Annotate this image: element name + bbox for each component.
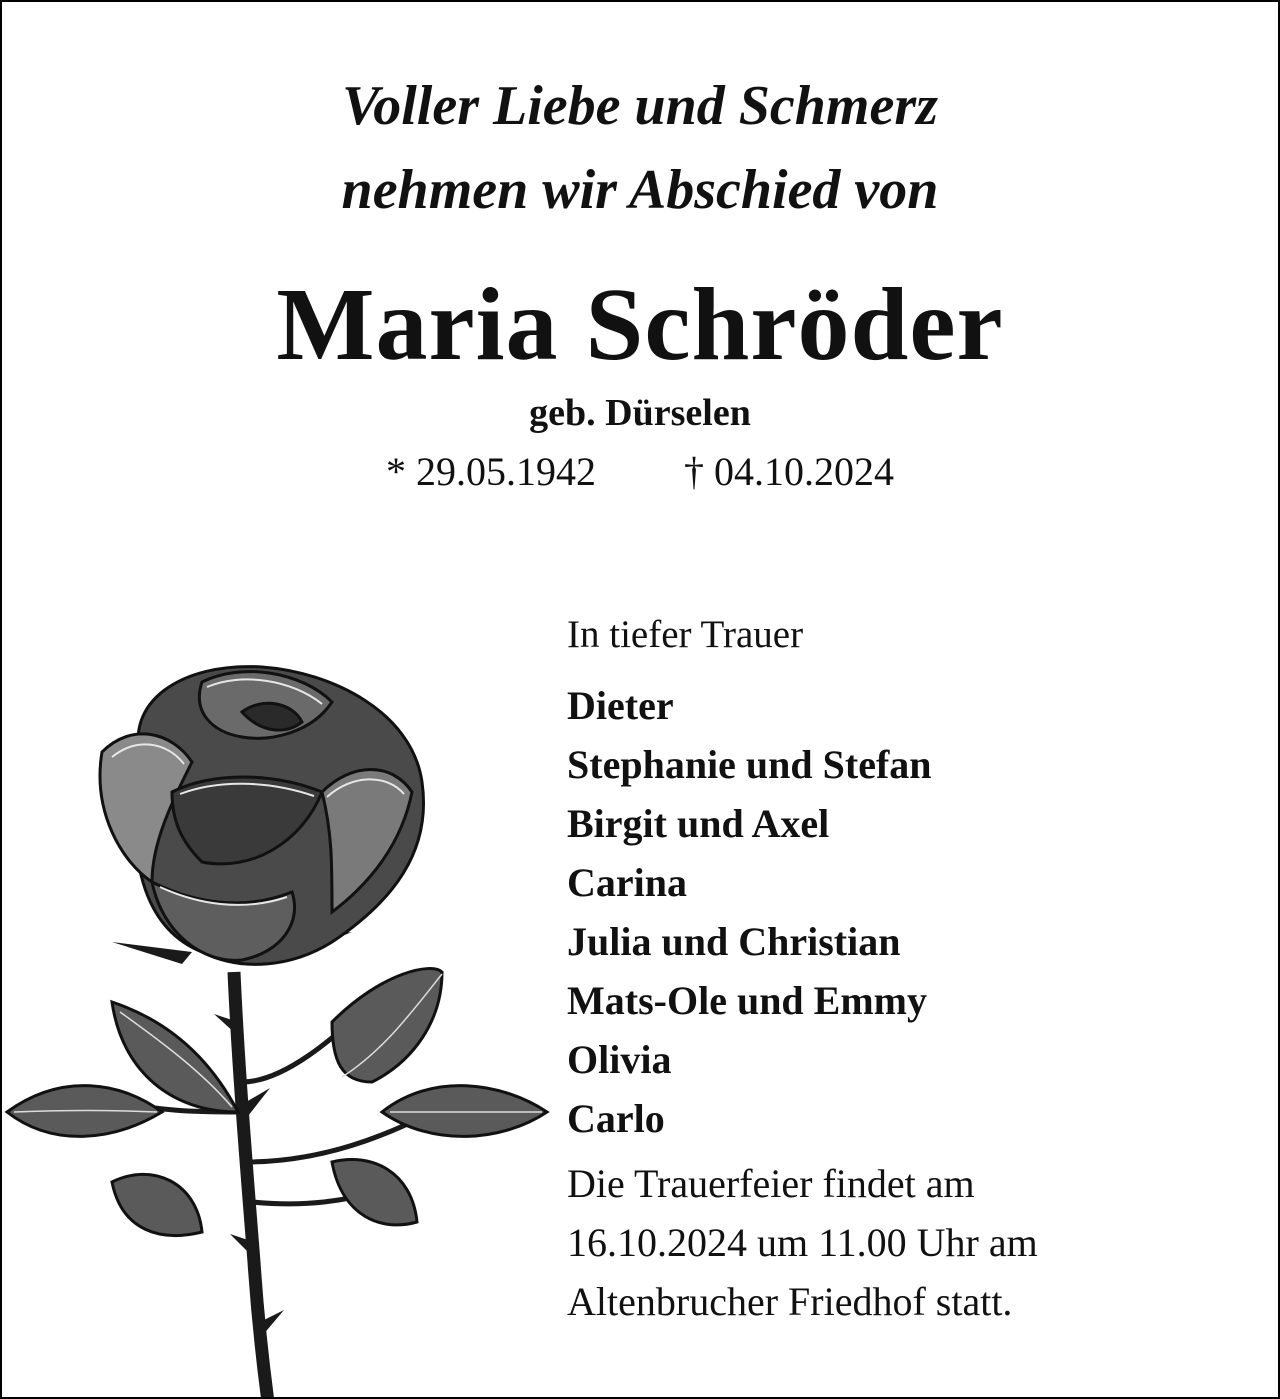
family-member: Birgit und Axel: [567, 801, 830, 846]
mourners-section: [567, 608, 1257, 1331]
rose-icon: [2, 642, 562, 1399]
death-date: † 04.10.2024: [684, 449, 894, 494]
intro-line-1: Voller Liebe und Schmerz: [342, 75, 938, 137]
family-member: Olivia: [567, 1037, 672, 1082]
service-line-2: 16.10.2024 um 11.00 Uhr am: [567, 1220, 1038, 1265]
service-line-1: Die Trauerfeier findet am: [567, 1161, 975, 1206]
family-member: Stephanie und Stefan: [567, 742, 932, 787]
family-list: [567, 676, 1257, 1148]
family-member: Carina: [567, 860, 687, 905]
deceased-name: Maria Schröder: [276, 267, 1004, 382]
service-info: [567, 1154, 1257, 1331]
family-member: Julia und Christian: [567, 919, 901, 964]
birth-date: * 29.05.1942: [386, 449, 596, 494]
intro-line-2: nehmen wir Abschied von: [341, 159, 939, 221]
life-dates: [2, 446, 1278, 498]
family-member: Mats-Ole und Emmy: [567, 978, 927, 1023]
maiden-name: geb. Dürselen: [529, 392, 751, 434]
service-line-3: Altenbrucher Friedhof statt.: [567, 1279, 1013, 1324]
family-member: Dieter: [567, 683, 674, 728]
mourning-heading: In tiefer Trauer: [567, 613, 804, 656]
family-member: Carlo: [567, 1096, 665, 1141]
intro-text: [2, 64, 1278, 232]
